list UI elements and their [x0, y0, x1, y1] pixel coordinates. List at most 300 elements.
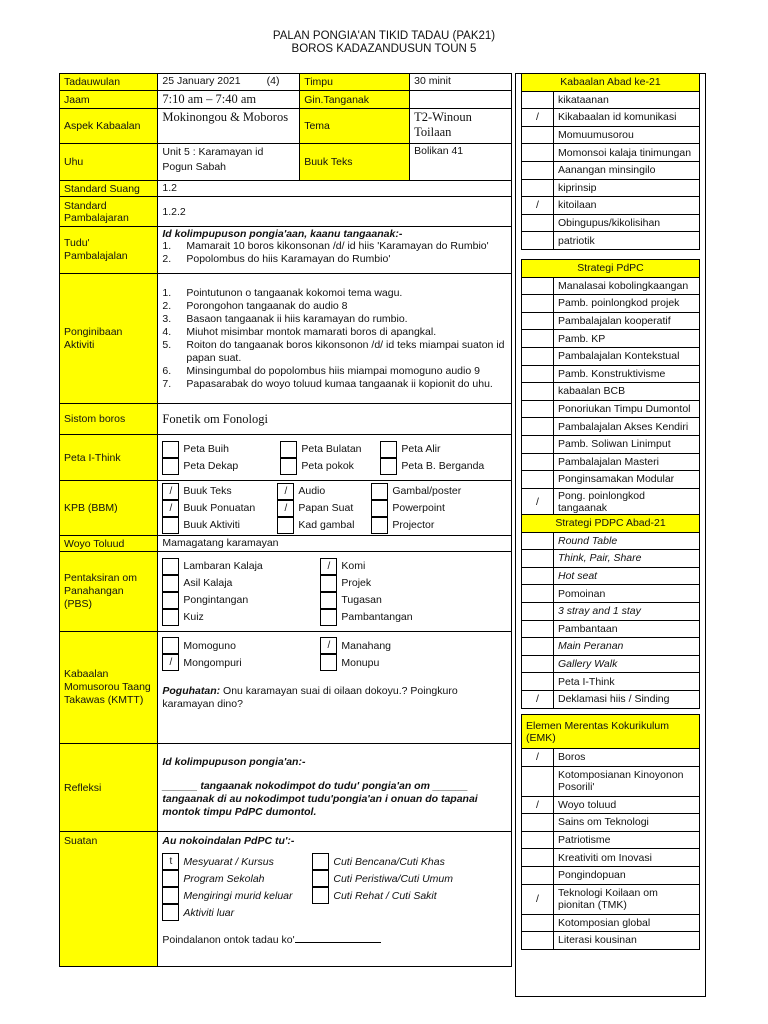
pbs-checkbox[interactable]: / [320, 558, 337, 575]
option-label: Cuti Bencana/Cuti Khas [333, 855, 445, 868]
checkbox-option [371, 483, 491, 500]
aktiviti-item [162, 300, 507, 313]
abad21-checkmark[interactable] [522, 550, 554, 568]
strategi-row [522, 312, 700, 330]
strategi-row [522, 453, 700, 471]
abad-checkmark[interactable]: / [522, 197, 554, 215]
abad21-label: Think, Pair, Share [554, 550, 700, 568]
tudu-item [162, 253, 507, 266]
pbs-grid [162, 558, 507, 626]
emk-row [522, 749, 700, 767]
strategi-row [522, 471, 700, 489]
option-label: Tugasan [341, 594, 382, 606]
item-text: Roiton do tangaanak boros kikonsonon /d/ id teks miampai suaton id papan suat. [186, 338, 505, 364]
kpb-checkbox[interactable] [277, 517, 294, 534]
uhu-label: Uhu [60, 144, 158, 181]
tudu-item [162, 240, 507, 253]
abad-label: kitoilaan [554, 197, 700, 215]
tudu-cell [158, 227, 512, 274]
option-label: Projector [392, 519, 435, 531]
strategi-checkmark[interactable] [522, 295, 554, 313]
abad-row [522, 109, 700, 127]
strategi-checkmark[interactable] [522, 383, 554, 401]
item-number: 5. [162, 338, 172, 351]
option-label: Program Sekolah [183, 872, 265, 885]
abad21-label: Peta I-Think [554, 673, 700, 691]
abad21-checkmark[interactable] [522, 655, 554, 673]
emk-label: Kreativiti om Inovasi [554, 849, 700, 867]
strategi-label: Ponoriukan Timpu Dumontol [554, 400, 700, 418]
checkbox-option [162, 609, 320, 626]
emk-row [522, 849, 700, 867]
sistom-label: Sistom boros [60, 404, 158, 435]
jaam-label: Jaam [60, 91, 158, 109]
suatan-intro: Au nokoindalan PdPC tu':- [162, 835, 295, 847]
aktiviti-list [162, 287, 507, 391]
kmtt-cell [158, 632, 512, 744]
checkbox-option [162, 558, 320, 575]
poguhatan [162, 685, 507, 711]
abad-row [522, 232, 700, 250]
option-label: Peta pokok [301, 460, 354, 472]
poguhatan-text: Onu karamayan suai di oilaan dokoyu.? Poingkuro karamayan dino? [162, 685, 458, 710]
kpb-checkbox[interactable] [371, 500, 388, 517]
checkbox-option [162, 500, 277, 517]
pbs-label: Pentaksiran om Panahangan (PBS) [60, 552, 158, 632]
item-number: 7. [162, 377, 172, 390]
checkbox-option [277, 483, 371, 500]
lesson-plan-table [59, 73, 512, 967]
option-label: Peta Bulatan [301, 443, 362, 455]
ithink-checkbox[interactable] [380, 458, 397, 475]
abad21-label: Gallery Walk [554, 655, 700, 673]
tudu-intro: Id kolimpupuson pongia'aan, kaanu tangaanak:- [162, 228, 403, 240]
option-label: Powerpoint [392, 502, 445, 514]
strategi-checkmark[interactable] [522, 471, 554, 489]
kpb-checkbox[interactable]: / [162, 500, 179, 517]
item-text: Pointutunon o tangaanak kokomoi tema wagu. [186, 286, 403, 299]
option-label: Peta B. Berganda [401, 460, 485, 472]
abad21-checkmark[interactable] [522, 673, 554, 691]
strategi-row [522, 277, 700, 295]
checkbox-option [277, 517, 371, 534]
kmtt-grid [162, 637, 507, 671]
abad21-checkmark[interactable] [522, 620, 554, 638]
strategi-checkmark[interactable] [522, 365, 554, 383]
abad-title: Kabaalan Abad ke-21 [522, 74, 700, 92]
emk-row [522, 914, 700, 932]
ithink-cell [158, 435, 512, 481]
strategi-label: Pambalajalan kooperatif [554, 312, 700, 330]
aktiviti-item [162, 326, 507, 339]
strategi-checkmark[interactable] [522, 330, 554, 348]
date-blank-line [295, 933, 381, 943]
aktiviti-item [162, 365, 507, 378]
strategi-label: Manalasai kobolingkaangan [554, 277, 700, 295]
abad-checkmark[interactable] [522, 232, 554, 250]
ss-label: Standard Suang [60, 181, 158, 197]
suatan-label: Suatan [60, 832, 158, 967]
abad-checkmark[interactable] [522, 91, 554, 109]
sp-value: 1.2.2 [158, 197, 512, 227]
checkbox-option [162, 853, 312, 870]
pbs-cell [158, 552, 512, 632]
abad21-row [522, 690, 700, 708]
abad-label: kikataanan [554, 91, 700, 109]
abad-row [522, 126, 700, 144]
emk-row [522, 884, 700, 914]
checkbox-option [162, 575, 320, 592]
checkbox-option [280, 458, 380, 475]
abad-row [522, 214, 700, 232]
strategi-label: Ponginsamakan Modular [554, 471, 700, 489]
woyo-label: Woyo Toluud [60, 536, 158, 552]
checkbox-option [320, 558, 470, 575]
abad-row [522, 179, 700, 197]
strategi-checkmark[interactable] [522, 418, 554, 436]
strategi-abad21-table [521, 514, 700, 709]
ithink-checkbox[interactable] [162, 458, 179, 475]
emk-row [522, 932, 700, 950]
strategi-checkmark[interactable] [522, 312, 554, 330]
abad21-header-row [522, 515, 700, 533]
strategi-checkmark[interactable]: / [522, 488, 554, 515]
option-label: Buuk Aktiviti [183, 519, 240, 531]
suatan-checkbox[interactable] [312, 853, 329, 870]
strategi-checkmark[interactable] [522, 277, 554, 295]
strategi-label: Pamb. Konstruktivisme [554, 365, 700, 383]
item-text: Porongohon tangaanak do audio 8 [186, 299, 348, 312]
item-text: Minsingumbal do popolombus hiis miampai momoguno audio 9 [186, 364, 480, 377]
strategi-pdpc-table [521, 259, 700, 516]
checkbox-option [162, 517, 277, 534]
strategi-label: Pambalajalan Akses Kendiri [554, 418, 700, 436]
abad-checkmark[interactable] [522, 126, 554, 144]
strategi-row [522, 418, 700, 436]
abad21-label: Hot seat [554, 567, 700, 585]
suatan-checkbox[interactable] [162, 904, 179, 921]
emk-label: Kotomposianan Kinoyonon Posorili' [554, 766, 700, 796]
abad21-row [522, 620, 700, 638]
emk-row [522, 814, 700, 832]
emk-checkmark[interactable]: / [522, 884, 554, 914]
strategi-label: Pamb. KP [554, 330, 700, 348]
checkbox-option [162, 458, 280, 475]
checkbox-option [312, 887, 472, 904]
pbs-checkbox[interactable] [320, 609, 337, 626]
strategi-header-row [522, 260, 700, 278]
kmtt-checkbox[interactable] [162, 637, 179, 654]
pbs-checkbox[interactable] [162, 558, 179, 575]
title-line-1: PALAN PONGIA'AN TIKID TADAU (PAK21) [272, 30, 496, 42]
suatan-checkbox[interactable] [312, 870, 329, 887]
strategi-checkmark[interactable] [522, 347, 554, 365]
suatan-checkbox[interactable] [162, 870, 179, 887]
option-label: Buuk Ponuatan [183, 502, 256, 514]
kpb-checkbox[interactable] [162, 517, 179, 534]
buuk-label: Buuk Teks [300, 144, 410, 181]
emk-row [522, 796, 700, 814]
aktiviti-item [162, 378, 507, 391]
option-label: Peta Alir [401, 443, 441, 455]
kpb-checkbox[interactable] [371, 483, 388, 500]
kmtt-checkbox[interactable] [320, 654, 337, 671]
item-number: 1. [162, 286, 172, 299]
emk-row [522, 831, 700, 849]
abad21-row [522, 602, 700, 620]
emk-checkmark[interactable] [522, 866, 554, 884]
tudu-label: Tudu' Pambalajalan [60, 227, 158, 274]
suatan-checkbox[interactable]: t [162, 853, 179, 870]
emk-checkmark[interactable] [522, 766, 554, 796]
option-label: Pambantangan [341, 611, 413, 623]
option-label: Cuti Peristiwa/Cuti Umum [333, 872, 453, 885]
abad21-row [522, 532, 700, 550]
suatan-footer-text: Poindalanon ontok tadau ko' [162, 934, 295, 946]
option-label: Peta Buih [183, 443, 229, 455]
abad21-label: Pambantaan [554, 620, 700, 638]
strategi-row [522, 295, 700, 313]
timpu-label: Timpu [300, 74, 410, 91]
checkbox-option [371, 500, 491, 517]
sp-label: Standard Pambalajaran [60, 197, 158, 227]
abad21-label: Main Peranan [554, 638, 700, 656]
checkbox-option [312, 870, 472, 887]
item-number: 6. [162, 364, 172, 377]
kpb-grid [162, 483, 507, 534]
refleksi-intro: Id kolimpupuson pongia'an:- [162, 756, 306, 768]
ithink-checkbox[interactable] [162, 441, 179, 458]
suatan-checkbox[interactable] [162, 887, 179, 904]
emk-checkmark[interactable]: / [522, 796, 554, 814]
abad-header-row [522, 74, 700, 92]
ithink-checkbox[interactable] [280, 441, 297, 458]
abad-label: kiprinsip [554, 179, 700, 197]
aktiviti-item [162, 313, 507, 326]
kmtt-checkbox[interactable]: / [320, 637, 337, 654]
ithink-checkbox[interactable] [280, 458, 297, 475]
uhu-value: Unit 5 : Karamayan id Pogun Sabah [158, 144, 300, 181]
abad-label: Momuumusorou [554, 126, 700, 144]
strategi-label: Pambalajalan Kontekstual [554, 347, 700, 365]
abad21-row [522, 655, 700, 673]
document-title [0, 30, 768, 56]
ss-value: 1.2 [158, 181, 512, 197]
emk-label: Boros [554, 749, 700, 767]
kpb-checkbox[interactable]: / [162, 483, 179, 500]
strategi-title: Strategi PdPC [522, 260, 700, 278]
strategi-row [522, 383, 700, 401]
aktiviti-label: Ponginibaan Aktiviti [60, 274, 158, 404]
option-label: Papan Suat [298, 502, 354, 514]
buuk-value: Bolikan 41 [410, 144, 512, 181]
abad21-label: Deklamasi hiis / Sinding [554, 690, 700, 708]
option-label: Manahang [341, 639, 391, 652]
strategi-row [522, 488, 700, 515]
abad21-title: Strategi PDPC Abad-21 [522, 515, 700, 533]
abad-label: Momonsoi kalaja tinimungan [554, 144, 700, 162]
item-text: Miuhot misimbar montok mamarati boros di apangkal. [186, 325, 437, 338]
gin-value [410, 91, 512, 109]
ithink-checkbox[interactable] [380, 441, 397, 458]
emk-checkmark[interactable] [522, 831, 554, 849]
item-text: Mamarait 10 boros kikonsonan /d/ id hiis 'Karamayan do Rumbio' [186, 240, 489, 252]
strategi-row [522, 435, 700, 453]
item-number: 3. [162, 312, 172, 325]
abad21-label: Pomoinan [554, 585, 700, 603]
abad-row [522, 144, 700, 162]
strategi-checkmark[interactable] [522, 400, 554, 418]
strategi-row [522, 330, 700, 348]
checkbox-option [320, 592, 470, 609]
abad-row [522, 197, 700, 215]
abad21-checkmark[interactable] [522, 532, 554, 550]
emk-checkmark[interactable]: / [522, 749, 554, 767]
option-label: Momoguno [183, 639, 236, 652]
poguhatan-label: Poguhatan: [162, 685, 221, 697]
suatan-checkbox[interactable] [312, 887, 329, 904]
pbs-checkbox[interactable] [162, 609, 179, 626]
abad21-checkmark[interactable] [522, 585, 554, 603]
emk-row [522, 866, 700, 884]
tadauwulan-cell [158, 74, 300, 91]
checkbox-option [162, 887, 312, 904]
abad21-row [522, 567, 700, 585]
pbs-checkbox[interactable] [320, 592, 337, 609]
aktiviti-item [162, 287, 507, 300]
abad-row [522, 91, 700, 109]
checkbox-option [162, 870, 312, 887]
emk-label: Kotomposian global [554, 914, 700, 932]
emk-label: Pongindopuan [554, 866, 700, 884]
emk-header-row [522, 715, 700, 749]
emk-row [522, 766, 700, 796]
kpb-checkbox[interactable]: / [277, 483, 294, 500]
jaam-value: 7:10 am – 7:40 am [158, 91, 300, 109]
checkbox-option [380, 441, 490, 458]
abad-label: Kikabaalan id komunikasi [554, 109, 700, 127]
checkbox-option [320, 654, 470, 671]
date-note: (4) [266, 75, 280, 87]
abad21-row [522, 585, 700, 603]
checkbox-option [280, 441, 380, 458]
aktiviti-cell [158, 274, 512, 404]
checkbox-option [320, 609, 470, 626]
checkbox-option [162, 637, 320, 654]
abad21-row [522, 550, 700, 568]
tudu-list [162, 240, 507, 266]
abad21-label: 3 stray and 1 stay [554, 602, 700, 620]
suatan-cell [158, 832, 512, 967]
item-text: Papasarabak do woyo toluud kumaa tangaanak ii kopionit do uhu. [186, 377, 493, 390]
abad-label: Obingupus/kikolisihan [554, 214, 700, 232]
checkbox-option [162, 592, 320, 609]
suatan-grid [162, 853, 507, 921]
strategi-label: Pamb. poinlongkod projek [554, 295, 700, 313]
strategi-row [522, 400, 700, 418]
option-label: Komi [341, 560, 366, 572]
option-label: Aktiviti luar [183, 906, 235, 919]
abad-checkmark[interactable] [522, 214, 554, 232]
gin-label: Gin.Tanganak [300, 91, 410, 109]
strategi-label: Pong. poinlongkod tangaanak [554, 488, 700, 515]
abad-checkmark[interactable] [522, 161, 554, 179]
timpu-value: 30 minit [410, 74, 512, 91]
abad-row [522, 161, 700, 179]
abad21-checkmark[interactable]: / [522, 690, 554, 708]
suatan-footer [162, 933, 507, 946]
strategi-label: Pamb. Soliwan Linimput [554, 435, 700, 453]
title-line-2: BOROS KADAZANDUSUN TOUN 5 [291, 43, 477, 55]
abad21-checkmark[interactable] [522, 567, 554, 585]
option-label: Monupu [341, 656, 380, 669]
abad-checkmark[interactable]: / [522, 109, 554, 127]
checkbox-option [371, 517, 491, 534]
tema-value: T2-Winoun Toilaan [410, 109, 512, 144]
item-number: 2. [162, 253, 172, 265]
refleksi-text: ______ tangaanak nokodimpot do tudu' pongia'an om ______ tangaanak di au nokodimpot tudu'pongia'an i onuan do tapanai montok timpu PdPC dumontol. [162, 780, 478, 818]
emk-checkmark[interactable] [522, 849, 554, 867]
abad-checkmark[interactable] [522, 179, 554, 197]
emk-label: Sains om Teknologi [554, 814, 700, 832]
item-text: Popolombus do hiis Karamayan do Rumbio' [186, 253, 391, 265]
pbs-checkbox[interactable] [320, 575, 337, 592]
pbs-checkbox[interactable] [162, 592, 179, 609]
item-number: 2. [162, 299, 172, 312]
date-value: 25 January 2021 [162, 75, 241, 87]
emk-label: Literasi kousinan [554, 932, 700, 950]
strategi-row [522, 347, 700, 365]
checkbox-option [162, 654, 320, 671]
abad21-checkmark[interactable] [522, 602, 554, 620]
emk-checkmark[interactable] [522, 914, 554, 932]
kpb-checkbox[interactable]: / [277, 500, 294, 517]
abad-checkmark[interactable] [522, 144, 554, 162]
tema-label: Tema [300, 109, 410, 144]
checkbox-option [380, 458, 490, 475]
abad21-skills-table [521, 73, 700, 250]
pbs-checkbox[interactable] [162, 575, 179, 592]
checkbox-option [162, 904, 312, 921]
item-number: 1. [162, 240, 172, 252]
ithink-grid [162, 441, 507, 475]
option-label: Lambaran Kalaja [183, 560, 263, 572]
kmtt-label: Kabaalan Momusorou Taang Takawas (KMTT) [60, 632, 158, 744]
sistom-value: Fonetik om Fonologi [158, 404, 512, 435]
strategi-label: Pambalajalan Masteri [554, 453, 700, 471]
option-label: Pongintangan [183, 594, 249, 606]
kpb-checkbox[interactable] [371, 517, 388, 534]
emk-checkmark[interactable] [522, 932, 554, 950]
aktiviti-item [162, 339, 507, 365]
refleksi-label: Refleksi [60, 744, 158, 832]
emk-checkmark[interactable] [522, 814, 554, 832]
option-label: Mongompuri [183, 656, 242, 669]
abad21-checkmark[interactable] [522, 638, 554, 656]
kmtt-checkbox[interactable]: / [162, 654, 179, 671]
checkbox-option [320, 575, 470, 592]
abad21-row [522, 673, 700, 691]
strategi-checkmark[interactable] [522, 453, 554, 471]
emk-title: Elemen Merentas Kokurikulum (EMK) [522, 715, 700, 749]
emk-table [521, 714, 700, 950]
refleksi-cell [158, 744, 512, 832]
strategi-label: kabaalan BCB [554, 383, 700, 401]
option-label: Mengiringi murid keluar [183, 889, 293, 902]
strategi-checkmark[interactable] [522, 435, 554, 453]
checkbox-option [162, 441, 280, 458]
checkbox-option [162, 483, 277, 500]
